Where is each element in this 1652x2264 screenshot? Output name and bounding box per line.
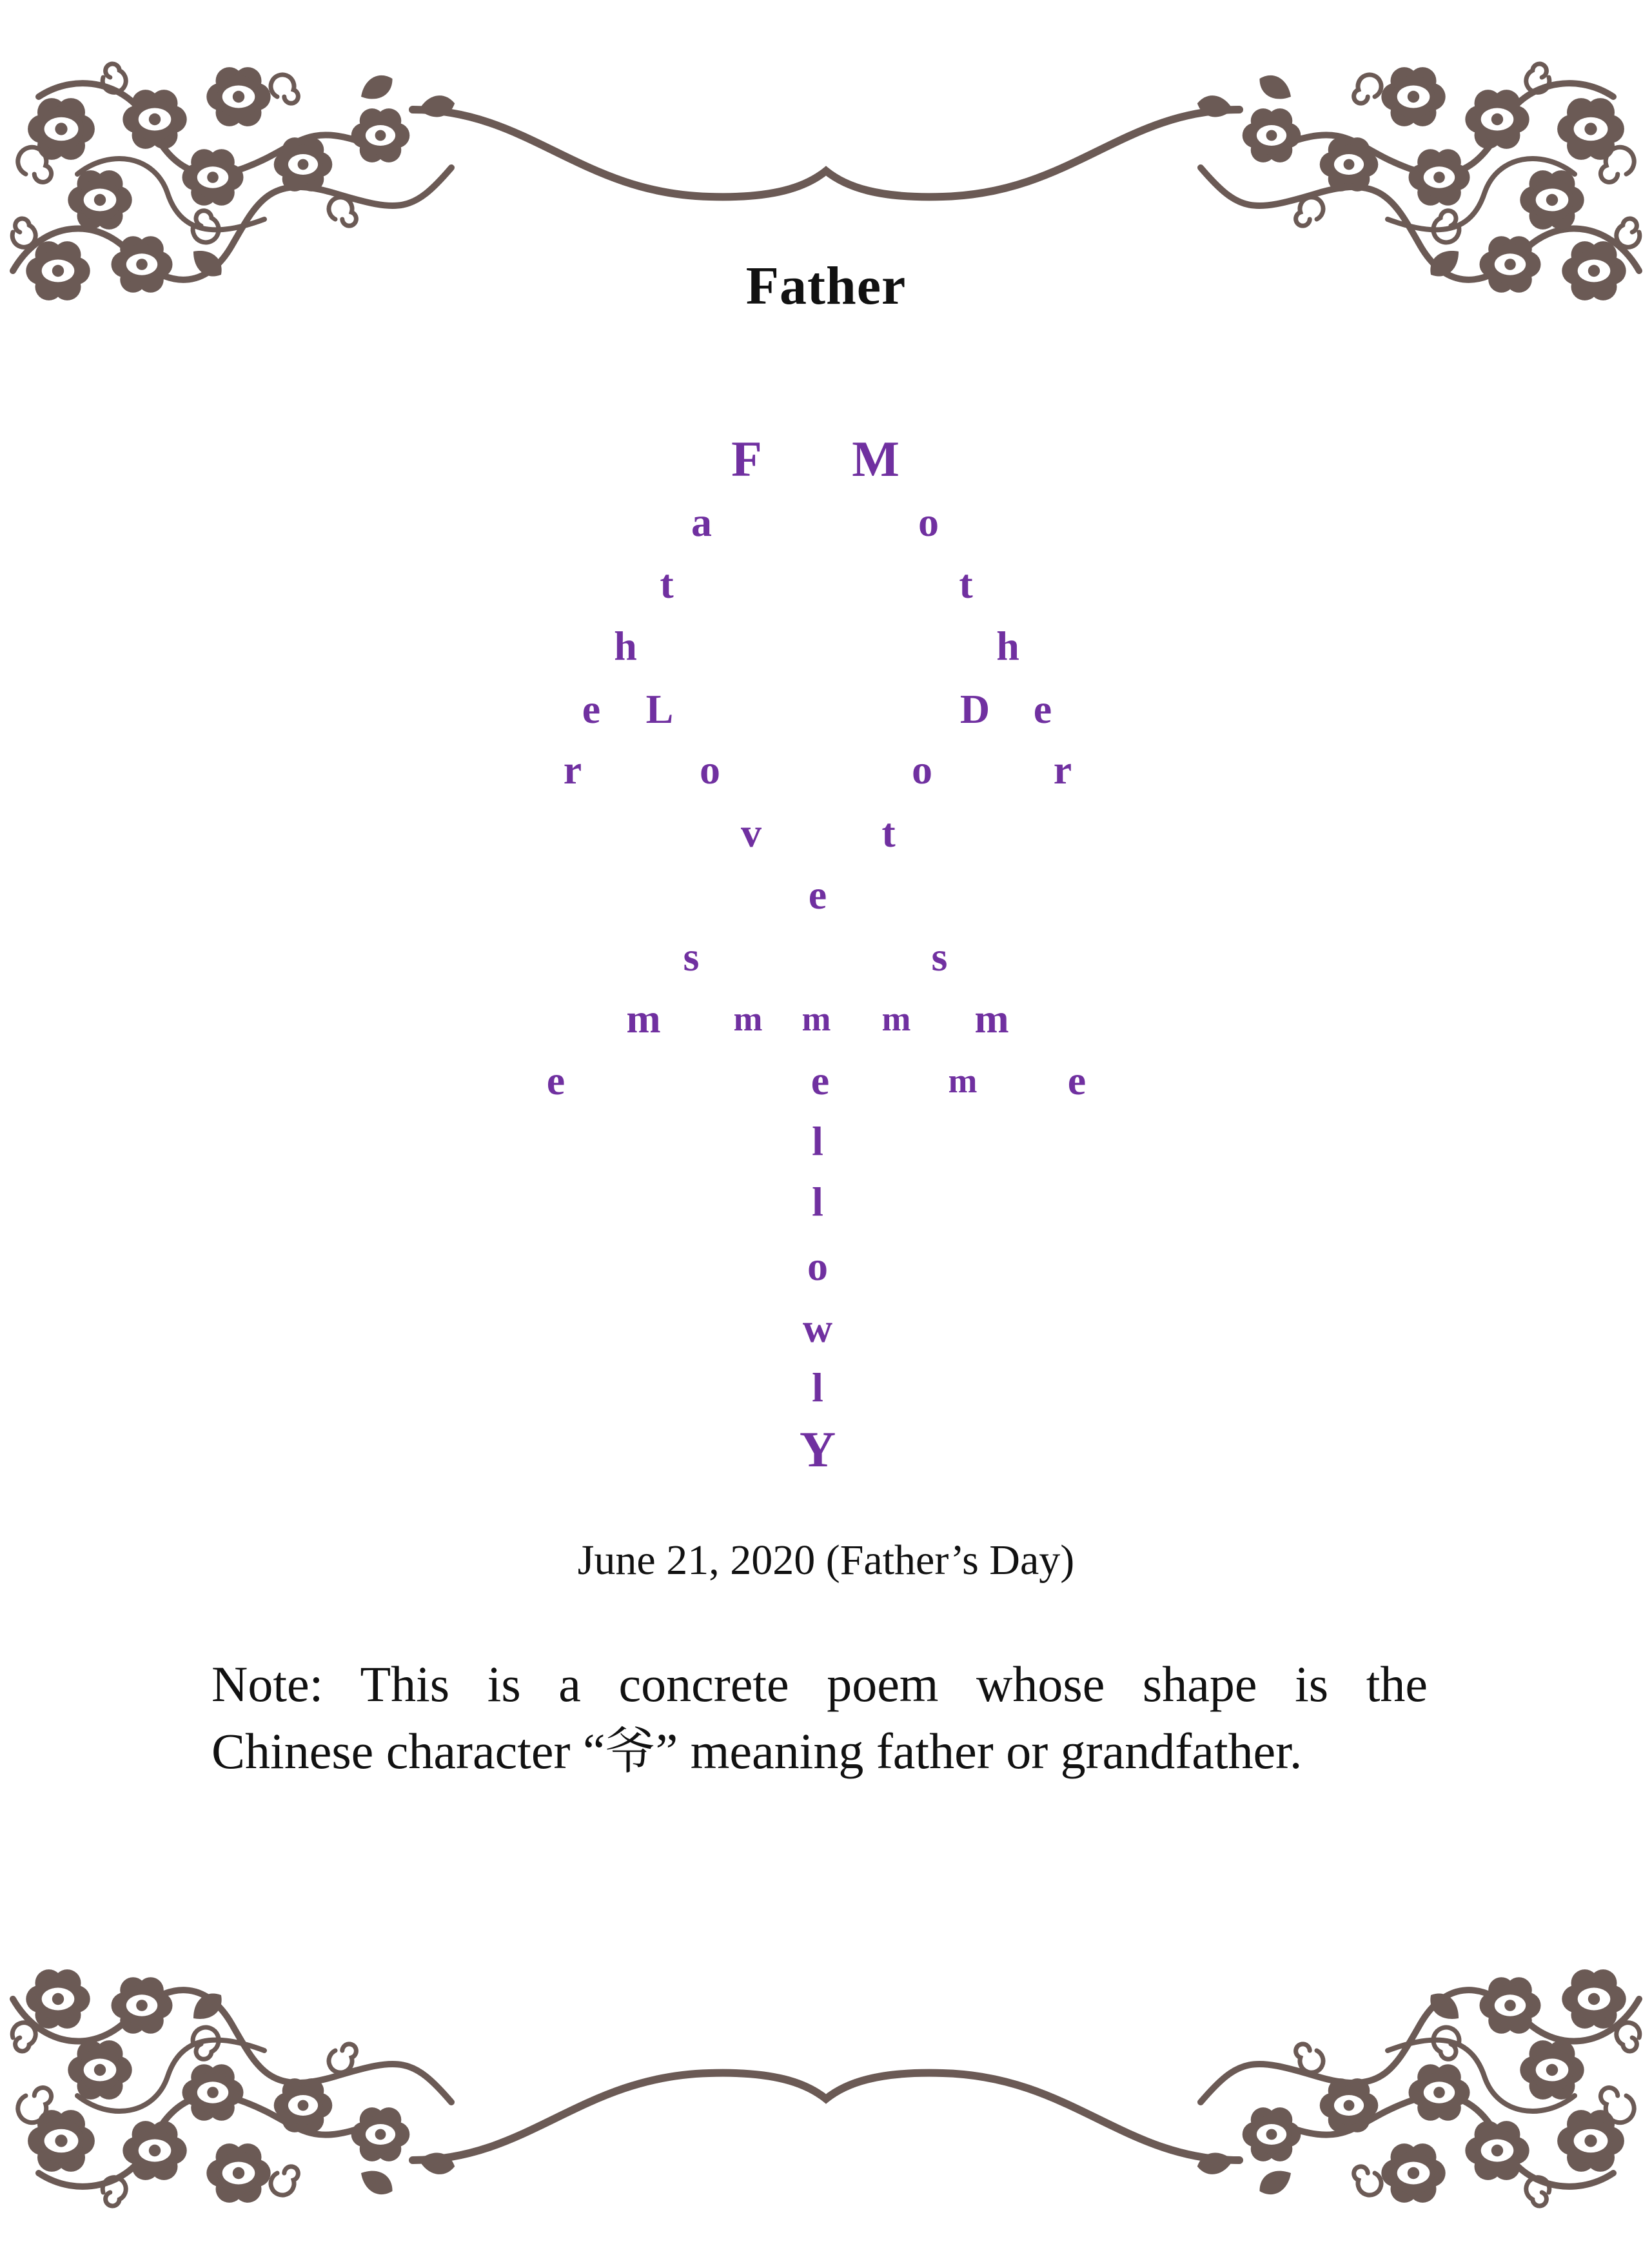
poem-letter: m bbox=[801, 999, 831, 1038]
date-line: June 21, 2020 (Father’s Day) bbox=[577, 1537, 1075, 1584]
poem-letter: L bbox=[645, 686, 674, 732]
poem-letter: e bbox=[1067, 1058, 1087, 1103]
poem-letter: h bbox=[614, 623, 637, 669]
note-line-1: Note: This is a concrete poem whose shape is the bbox=[211, 1656, 1428, 1712]
poem-letter: l bbox=[812, 1364, 823, 1410]
poem-letter: M bbox=[852, 431, 900, 487]
poem-letter: o bbox=[807, 1243, 828, 1289]
poem-letter: v bbox=[741, 810, 762, 856]
poem-letter: l bbox=[812, 1118, 823, 1164]
poem-letter: D bbox=[959, 686, 990, 732]
poem-letter: m bbox=[974, 996, 1009, 1041]
poem-letter: Y bbox=[799, 1421, 836, 1477]
poem-letter: e bbox=[582, 686, 601, 732]
poem-letter: o bbox=[912, 747, 932, 792]
note-paragraph bbox=[211, 1651, 1428, 1785]
poem-letter: t bbox=[881, 810, 896, 856]
poem-letter: m bbox=[733, 999, 763, 1038]
poem-letter: F bbox=[731, 431, 762, 487]
poem-letter: m bbox=[626, 996, 661, 1041]
poem-letter: e bbox=[811, 1058, 830, 1103]
poem-title: Father bbox=[745, 256, 907, 316]
poem-letter: e bbox=[1033, 686, 1052, 732]
poem-letter: t bbox=[660, 561, 674, 607]
poem-letter: w bbox=[802, 1305, 833, 1351]
poem-letter: h bbox=[996, 623, 1019, 669]
poem-letter: r bbox=[1053, 747, 1072, 792]
poem-letter: l bbox=[812, 1179, 823, 1225]
poem-letter: m bbox=[948, 1061, 978, 1100]
poem-letter: e bbox=[546, 1058, 565, 1103]
poem-letter: o bbox=[700, 747, 720, 792]
poem-letter: t bbox=[959, 561, 973, 607]
poem-letter: e bbox=[808, 872, 827, 918]
poem-letter: r bbox=[563, 747, 582, 792]
poem-letter: s bbox=[683, 934, 700, 979]
poem-letter: s bbox=[931, 934, 948, 979]
poem-letter: o bbox=[918, 499, 939, 545]
note-line-2: Chinese character “爷” meaning father or grandfather. bbox=[211, 1723, 1303, 1779]
poem-letter: a bbox=[691, 499, 712, 545]
bottom-floral-border bbox=[0, 1941, 1652, 2212]
poem-letter: m bbox=[881, 999, 911, 1038]
